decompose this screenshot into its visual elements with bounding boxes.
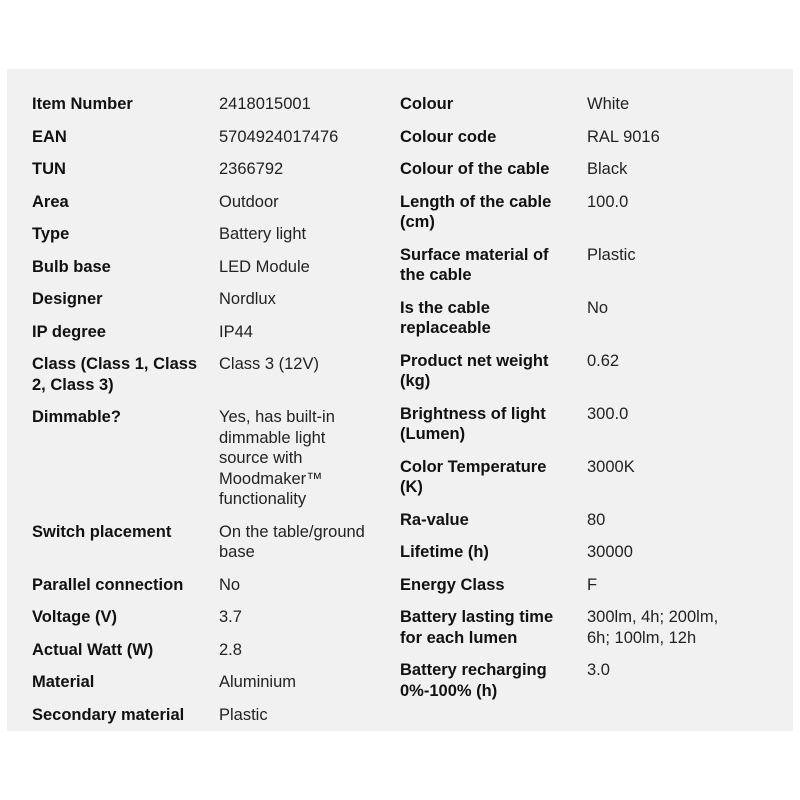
spec-value: 2418015001 xyxy=(219,95,311,113)
spec-row xyxy=(32,257,409,278)
spec-value: Yes, has built-in dimmable light source with Moodmaker™ functionality xyxy=(219,408,335,508)
spec-value: F xyxy=(587,575,598,594)
spec-row xyxy=(32,322,409,343)
spec-value: 2.8 xyxy=(219,640,242,659)
spec-label: Parallel connection xyxy=(32,575,184,594)
spec-value: Class 3 (12V) xyxy=(219,355,319,373)
spec-value: 3.0 xyxy=(587,661,610,679)
spec-label: Colour code xyxy=(400,127,497,146)
spec-label: Battery lasting time for each lumen xyxy=(400,608,554,647)
spec-row xyxy=(32,575,409,596)
spec-row xyxy=(400,607,777,648)
specs-column-left xyxy=(32,94,409,737)
spec-row xyxy=(32,354,409,395)
spec-label: Switch placement xyxy=(32,522,172,541)
spec-value: White xyxy=(587,95,630,113)
spec-value: 0.62 xyxy=(587,351,620,370)
spec-label: Actual Watt (W) xyxy=(32,640,154,659)
spec-value: Plastic xyxy=(219,705,268,724)
spec-value: Black xyxy=(587,160,628,178)
spec-label: Item Number xyxy=(32,95,133,113)
spec-label: Area xyxy=(32,192,69,211)
spec-row xyxy=(400,404,777,445)
spec-label: Class (Class 1, Class 2, Class 3) xyxy=(32,355,198,394)
spec-row xyxy=(400,192,777,233)
spec-row xyxy=(400,510,777,531)
spec-value: 3000K xyxy=(587,457,635,476)
spec-label: Battery recharging 0%-100% (h) xyxy=(400,661,547,700)
spec-value: 5704924017476 xyxy=(219,127,339,146)
spec-label: IP degree xyxy=(32,322,106,341)
spec-row xyxy=(32,224,409,245)
spec-row xyxy=(32,159,409,180)
spec-value: 300.0 xyxy=(587,404,629,423)
spec-value: 80 xyxy=(587,510,606,529)
spec-value: Nordlux xyxy=(219,290,276,308)
specifications-panel xyxy=(7,69,793,731)
spec-value: 3.7 xyxy=(219,608,242,626)
spec-value: Outdoor xyxy=(219,192,279,211)
spec-label: Designer xyxy=(32,290,103,308)
spec-label: Color Temperature (K) xyxy=(400,457,547,496)
spec-row xyxy=(32,522,409,563)
spec-label: Length of the cable (cm) xyxy=(400,192,552,231)
spec-value: Aluminium xyxy=(219,673,297,691)
spec-row xyxy=(32,672,409,693)
spec-label: Dimmable? xyxy=(32,408,121,426)
spec-value: LED Module xyxy=(219,257,310,276)
spec-label: TUN xyxy=(32,160,66,178)
spec-row xyxy=(32,127,409,148)
spec-row xyxy=(400,298,777,339)
spec-value: Plastic xyxy=(587,245,636,264)
spec-label: Bulb base xyxy=(32,257,111,276)
spec-label: Ra-value xyxy=(400,510,469,529)
spec-label: Colour of the cable xyxy=(400,160,550,178)
spec-value: 100.0 xyxy=(587,192,629,211)
spec-label: Lifetime (h) xyxy=(400,543,489,561)
spec-row xyxy=(32,705,409,726)
spec-value: 300lm, 4h; 200lm, 6h; 100lm, 12h xyxy=(587,608,719,647)
spec-row xyxy=(400,575,777,596)
spec-value: On the table/ground base xyxy=(219,522,365,561)
spec-label: Type xyxy=(32,225,70,243)
spec-value: 30000 xyxy=(587,543,633,561)
spec-label: Is the cable replaceable xyxy=(400,298,491,337)
spec-row xyxy=(32,407,409,510)
spec-label: EAN xyxy=(32,127,67,146)
spec-value: No xyxy=(587,298,609,317)
spec-row xyxy=(32,192,409,213)
spec-row xyxy=(400,127,777,148)
spec-value: IP44 xyxy=(219,322,253,341)
spec-value: Battery light xyxy=(219,225,307,243)
spec-row xyxy=(32,640,409,661)
spec-label: Voltage (V) xyxy=(32,608,117,626)
spec-value: 2366792 xyxy=(219,160,284,178)
spec-value: RAL 9016 xyxy=(587,127,660,146)
spec-label: Material xyxy=(32,673,95,691)
spec-label: Surface material of the cable xyxy=(400,245,549,284)
spec-row xyxy=(400,660,777,701)
spec-row xyxy=(400,457,777,498)
spec-row xyxy=(400,351,777,392)
specs-column-right xyxy=(400,94,777,713)
spec-label: Brightness of light (Lumen) xyxy=(400,404,546,443)
spec-label: Product net weight (kg) xyxy=(400,351,549,390)
spec-row xyxy=(400,159,777,180)
spec-row xyxy=(400,542,777,563)
spec-label: Energy Class xyxy=(400,575,505,594)
spec-row xyxy=(400,94,777,115)
spec-row xyxy=(32,94,409,115)
spec-row xyxy=(32,289,409,310)
spec-row xyxy=(32,607,409,628)
spec-label: Colour xyxy=(400,95,454,113)
spec-label: Secondary material xyxy=(32,705,185,724)
spec-value: No xyxy=(219,575,241,594)
spec-row xyxy=(400,245,777,286)
